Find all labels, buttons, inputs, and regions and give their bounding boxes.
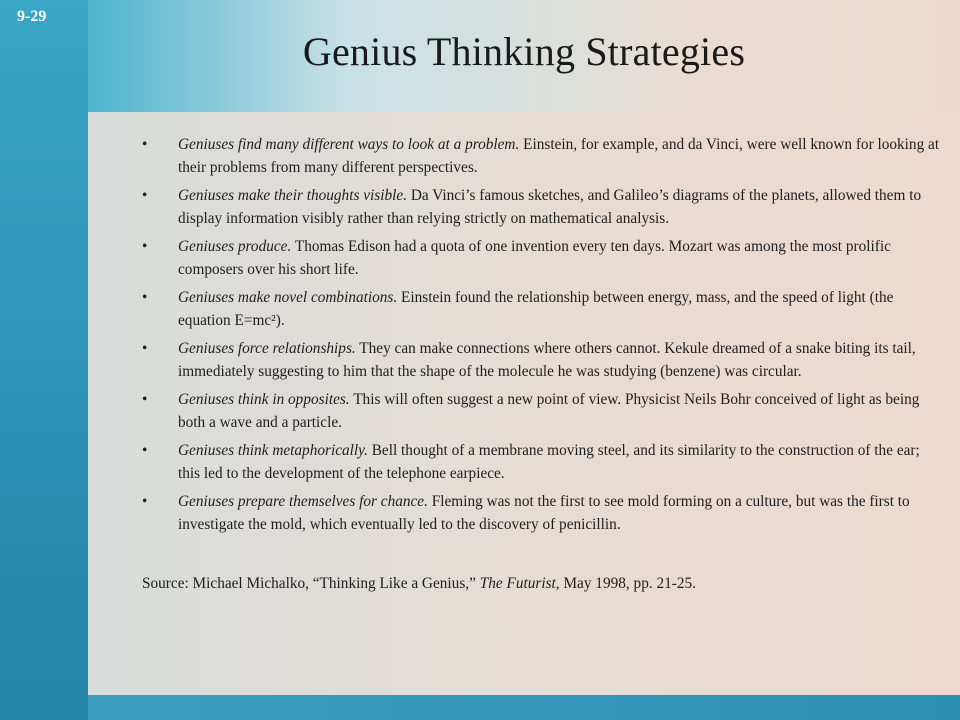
source-citation [142, 573, 942, 596]
bullet-lead: Geniuses make novel combinations. [178, 289, 398, 306]
bullet-lead: Geniuses prepare themselves for chance. [178, 493, 428, 510]
bullet-dot-icon: • [142, 289, 148, 306]
bullet-lead: Geniuses produce. [178, 238, 292, 255]
slide-title: Genius Thinking Strategies [302, 29, 746, 74]
bullet-lead: Geniuses force relationships. [178, 340, 356, 357]
bullet-list [142, 134, 942, 542]
source-publication: The Futurist [479, 575, 556, 592]
bullet-lead: Geniuses think metaphorically. [178, 442, 368, 459]
bullet-dot-icon: • [142, 493, 148, 510]
bullet-dot-icon: • [142, 136, 148, 153]
source-suffix: , May 1998, pp. 21-25. [555, 575, 697, 592]
bullet-item [142, 389, 942, 434]
bullet-text: Da Vinci’s famous sketches, and Galileo’s diagrams of the planets, allowed them to display information visibly rather than relying strictly on mathematical analysis. [178, 187, 922, 227]
bullet-lead: Geniuses make their thoughts visible. [178, 187, 407, 204]
source-prefix: Source: Michael Michalko, “Thinking Like a Genius,” [142, 575, 480, 592]
left-frame-band [0, 0, 88, 720]
bullet-item [142, 134, 942, 179]
bullet-dot-icon: • [142, 187, 148, 204]
bottom-frame-band [88, 695, 960, 720]
bullet-dot-icon: • [142, 238, 148, 255]
bullet-item [142, 236, 942, 281]
bullet-item [142, 338, 942, 383]
bullet-item [142, 185, 942, 230]
bullet-text: Fleming was not the first to see mold forming on a culture, but was the first to investigate the mold, which eventually led to the discovery of penicillin. [178, 493, 910, 533]
bullet-item [142, 491, 942, 536]
bullet-dot-icon: • [142, 391, 148, 408]
bullet-lead: Geniuses find many different ways to look at a problem. [178, 136, 520, 153]
slide-number: 9-29 [17, 8, 47, 25]
bullet-text: Thomas Edison had a quota of one invention every ten days. Mozart was among the most prolific composers over his short life. [178, 238, 891, 278]
bullet-text: Bell thought of a membrane moving steel, and its similarity to the construction of the ear; this led to the development of the telephone earpiece. [178, 442, 920, 482]
bullet-item [142, 440, 942, 485]
bullet-text: This will often suggest a new point of view. Physicist Neils Bohr conceived of light as being both a wave and a particle. [178, 391, 920, 431]
bullet-dot-icon: • [142, 340, 148, 357]
bullet-text: Einstein found the relationship between energy, mass, and the speed of light (the equation E=mc²). [178, 289, 894, 329]
bullet-text: They can make connections where others cannot. Kekule dreamed of a snake biting its tail, immediately suggesting to him that the shape of the molecule he was studying (benzene) was circular. [178, 340, 916, 380]
bullet-text: Einstein, for example, and da Vinci, were well known for looking at their problems from many different perspectives. [178, 136, 940, 176]
bullet-lead: Geniuses think in opposites. [178, 391, 350, 408]
bullet-item [142, 287, 942, 332]
bullet-dot-icon: • [142, 442, 148, 459]
